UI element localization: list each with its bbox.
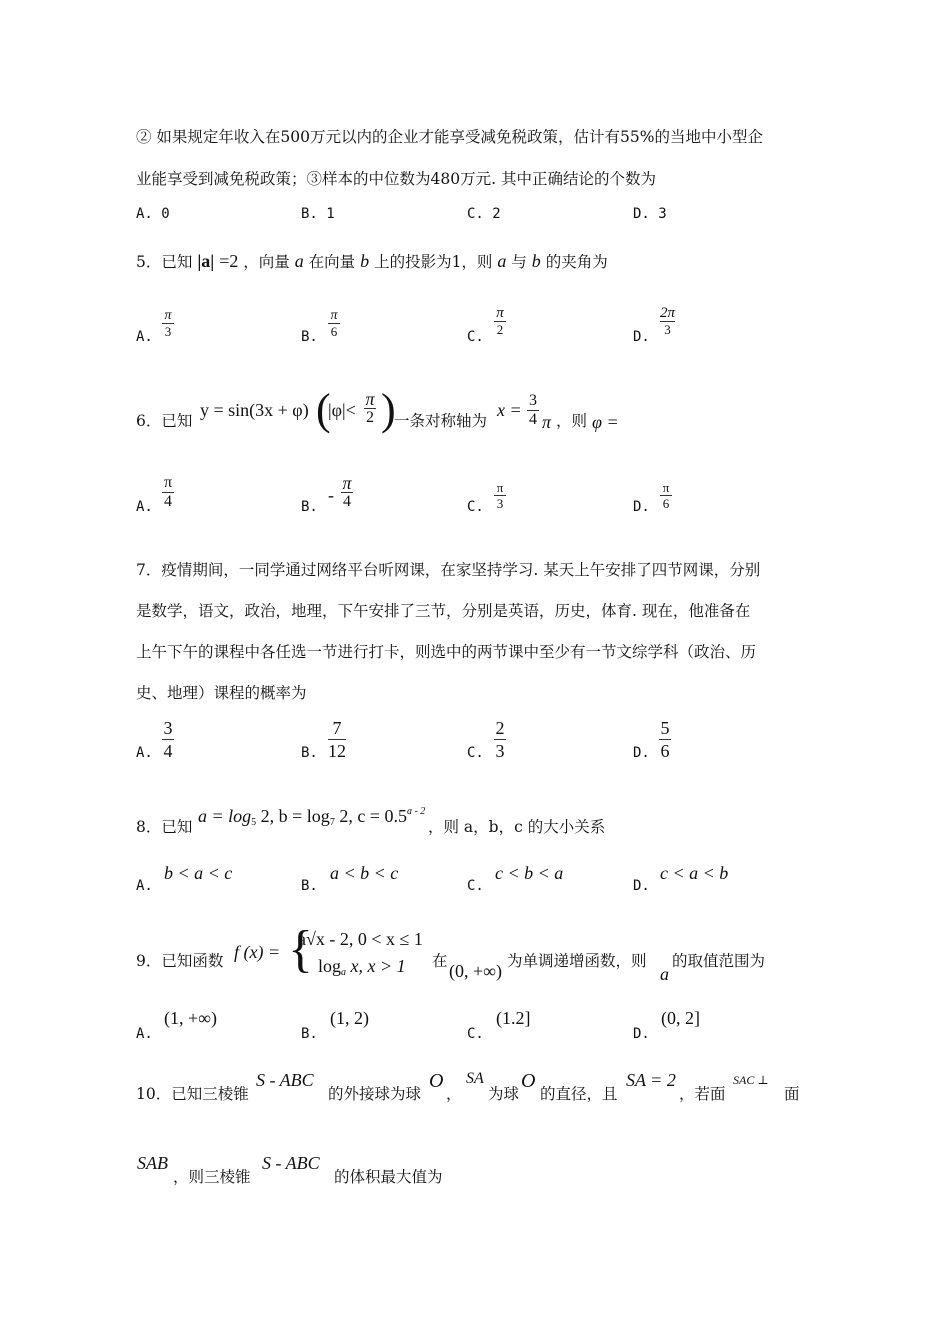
q10-sabc2: S - ABC (262, 1153, 320, 1173)
q5-c-den: 2 (496, 322, 504, 337)
q4-line1: ② 如果规定年收入在500万元以内的企业才能享受减免税政策，估计有55%的当地中小型企 (136, 128, 763, 146)
q5-text2: 在向量 (308, 253, 356, 271)
q6-option-a (162, 474, 174, 511)
q6-option-d (660, 480, 672, 511)
q6-label-d: D. (633, 499, 650, 515)
q6-b-sign: - (328, 485, 334, 505)
q5-c-num: π (496, 305, 504, 321)
q7-line4: 史、地理）课程的概率为 (136, 684, 307, 702)
q10-text4: 的直径，且 (540, 1085, 618, 1103)
q10-text6: 面 (784, 1085, 800, 1103)
q7-line3: 上午下午的课程中各任选一节进行打卡，则选中的两节课中至少有一节文综学科（政治、历 (136, 643, 757, 661)
q5-vec-b2: b (531, 251, 541, 271)
q7-d-den: 6 (660, 741, 670, 761)
q5-label-a: A. (136, 329, 153, 345)
q7-b-den: 12 (328, 741, 346, 761)
q10-o2: O (521, 1070, 536, 1092)
q5-prefix: 5．已知 (136, 253, 193, 271)
q9-label-d: D. (633, 1026, 650, 1042)
q6-a-num: π (163, 474, 173, 491)
q10-text3: 为球 (488, 1085, 520, 1103)
q5-label-d: D. (633, 329, 650, 345)
q8-sup: a - 2 (406, 806, 426, 817)
q6-axis-den: 4 (529, 411, 537, 428)
q8-option-a: b < a < c (164, 863, 233, 883)
q9-label-b: B. (301, 1026, 318, 1042)
q9-option-c: (1.2] (496, 1008, 531, 1028)
q9-option-a: (1, +∞) (164, 1008, 217, 1028)
q7-c-den: 3 (495, 741, 505, 761)
q8-expr1: a = log (198, 806, 252, 826)
q6-option-b (341, 474, 353, 511)
q8-sub1: 5 (251, 817, 257, 828)
q9-fx: f (x) = (234, 942, 281, 962)
q5-option-c (494, 306, 506, 337)
q6-phi: φ = (592, 412, 619, 432)
q6-paren-right: ) (381, 385, 396, 434)
q8-sub2: 7 (329, 817, 335, 828)
q10-sac: SAC ⊥ (733, 1073, 769, 1087)
q5-a-num: π (164, 308, 172, 323)
q5-text4: 与 (511, 253, 527, 271)
q4-option-d: D. 3 (633, 206, 667, 222)
q5-abs-a: |a| (197, 251, 215, 271)
q10-o: O (429, 1070, 444, 1092)
q10-sa: SA (466, 1070, 484, 1087)
q5-vec-a2: a (497, 251, 507, 271)
q8-label-d: D. (633, 878, 650, 894)
q10-sa-eq: SA = 2 (626, 1070, 676, 1090)
q5-a-den: 3 (164, 324, 172, 339)
q5-d-den: 3 (664, 322, 671, 337)
q10-text2: ， (446, 1085, 462, 1103)
q7-line2: 是数学，语文，政治，地理，下午安排了三节，分别是英语，历史，体育. 现在，他准备在 (136, 602, 751, 620)
q10-text5: ，若面 (679, 1085, 726, 1103)
q8-option-c: c < b < a (495, 863, 564, 883)
q6-text1: 一条对称轴为 (394, 412, 488, 430)
q9-label-a: A. (136, 1026, 153, 1042)
q6-label-a: A. (136, 499, 153, 515)
q5-vec-b: b (360, 251, 370, 271)
q5-eq2: =2 (219, 251, 239, 271)
q5-label-c: C. (467, 329, 484, 345)
q5-d-num: 2π (660, 305, 676, 321)
q4-option-a: A. 0 (136, 206, 170, 222)
q6-b-den: 4 (343, 493, 351, 510)
q5-stem (136, 250, 608, 273)
q7-option-b (328, 717, 346, 762)
q10-sab: SAB (137, 1153, 168, 1173)
q6-option-c (494, 480, 506, 511)
q6-cond-frac (364, 390, 376, 427)
q6-cond: |φ|< (328, 400, 356, 420)
q7-c-num: 2 (495, 718, 505, 738)
q5-label-b: B. (301, 329, 318, 345)
q5-text5: 的夹角为 (545, 253, 608, 271)
q5-vec-a: a (294, 251, 304, 271)
q9-text2: 为单调递增函数，则 (507, 952, 647, 970)
q7-label-c: C. (467, 745, 484, 761)
q7-label-b: B. (301, 745, 318, 761)
q9-label-c: C. (467, 1026, 484, 1042)
q8-label-a: A. (136, 878, 153, 894)
q9-case2b: x, x > 1 (346, 956, 406, 976)
q8-label-c: C. (467, 878, 484, 894)
q5-b-den: 6 (330, 324, 338, 339)
q9-text1: 在 (432, 952, 448, 970)
q4-option-b: B. 1 (301, 206, 335, 222)
q7-label-a: A. (136, 745, 153, 761)
q9-brace: { (288, 921, 313, 978)
q6-xeq: x = (497, 400, 522, 420)
q10-text1: 的外接球为球 (328, 1085, 422, 1103)
q6-cond-den: 2 (366, 409, 374, 426)
q7-line1: 7．疫情期间，一同学通过网络平台听网课，在家坚持学习. 某天上午安排了四节网课，分别 (136, 561, 761, 579)
q8-label-b: B. (301, 878, 318, 894)
q6-a-den: 4 (164, 493, 172, 510)
q6-function: y = sin(3x + φ) (200, 400, 309, 420)
q5-text1: ，向量 (243, 253, 290, 271)
q10-text7: ，则三棱锥 (173, 1168, 251, 1186)
q8-text1: ，则 a，b，c 的大小关系 (428, 818, 606, 836)
q7-label-d: D. (633, 745, 650, 761)
q9-prefix: 9．已知函数 (136, 952, 224, 970)
q6-cond-num: π (365, 389, 375, 409)
q8-expr3: 2, c = 0.5 (334, 806, 407, 826)
q8-expr2: 2, b = log (256, 806, 330, 826)
q9-case2s: a (341, 967, 347, 978)
q5-option-b (328, 308, 340, 339)
q8-option-d: c < a < b (660, 863, 729, 883)
q6-text2: ，则 (556, 412, 588, 430)
q6-d-num: π (662, 480, 670, 495)
q5-option-d (660, 306, 675, 337)
q6-pi: π (542, 412, 552, 432)
q9-a: a (660, 964, 669, 984)
q9-text3: 的取值范围为 (672, 952, 766, 970)
q6-label-c: C. (467, 499, 484, 515)
q8-option-b: a < b < c (330, 863, 399, 883)
q4-line2: 业能享受到减免税政策；③样本的中位数为480万元. 其中正确结论的个数为 (136, 170, 656, 188)
q5-text3: 上的投影为1，则 (374, 253, 493, 271)
q7-option-c (494, 717, 506, 762)
q5-b-num: π (330, 308, 338, 323)
q9-interval: (0, +∞) (449, 961, 502, 981)
q10-prefix: 10．已知三棱锥 (136, 1085, 249, 1103)
q7-a-num: 3 (163, 718, 173, 738)
q8-expr (198, 806, 425, 828)
q9-option-b: (1, 2) (330, 1008, 369, 1028)
q6-axis-num: 3 (529, 392, 537, 409)
q9-case2 (318, 956, 406, 978)
q6-c-den: 3 (496, 496, 504, 511)
q6-c-num: π (496, 480, 504, 495)
q5-option-a (162, 308, 174, 339)
q7-a-den: 4 (163, 741, 173, 761)
q6-prefix: 6．已知 (136, 412, 193, 430)
q9-case2a: log (318, 956, 342, 976)
q7-option-a (162, 717, 174, 762)
q7-b-num: 7 (332, 718, 342, 738)
q7-option-d (659, 717, 671, 762)
q6-axis-frac (527, 392, 539, 429)
q6-label-b: B. (301, 499, 318, 515)
q9-option-d: (0, 2] (661, 1008, 700, 1028)
q6-d-den: 6 (662, 496, 670, 511)
q6-paren-left: ( (316, 385, 331, 434)
q6-b-num: π (342, 473, 352, 493)
q9-case1: a√x - 2, 0 < x ≤ 1 (298, 929, 423, 949)
q8-prefix: 8．已知 (136, 818, 193, 836)
q4-option-c: C. 2 (467, 206, 501, 222)
q10-text8: 的体积最大值为 (334, 1168, 443, 1186)
q10-sabc: S - ABC (256, 1070, 314, 1090)
q7-d-num: 5 (660, 718, 670, 738)
